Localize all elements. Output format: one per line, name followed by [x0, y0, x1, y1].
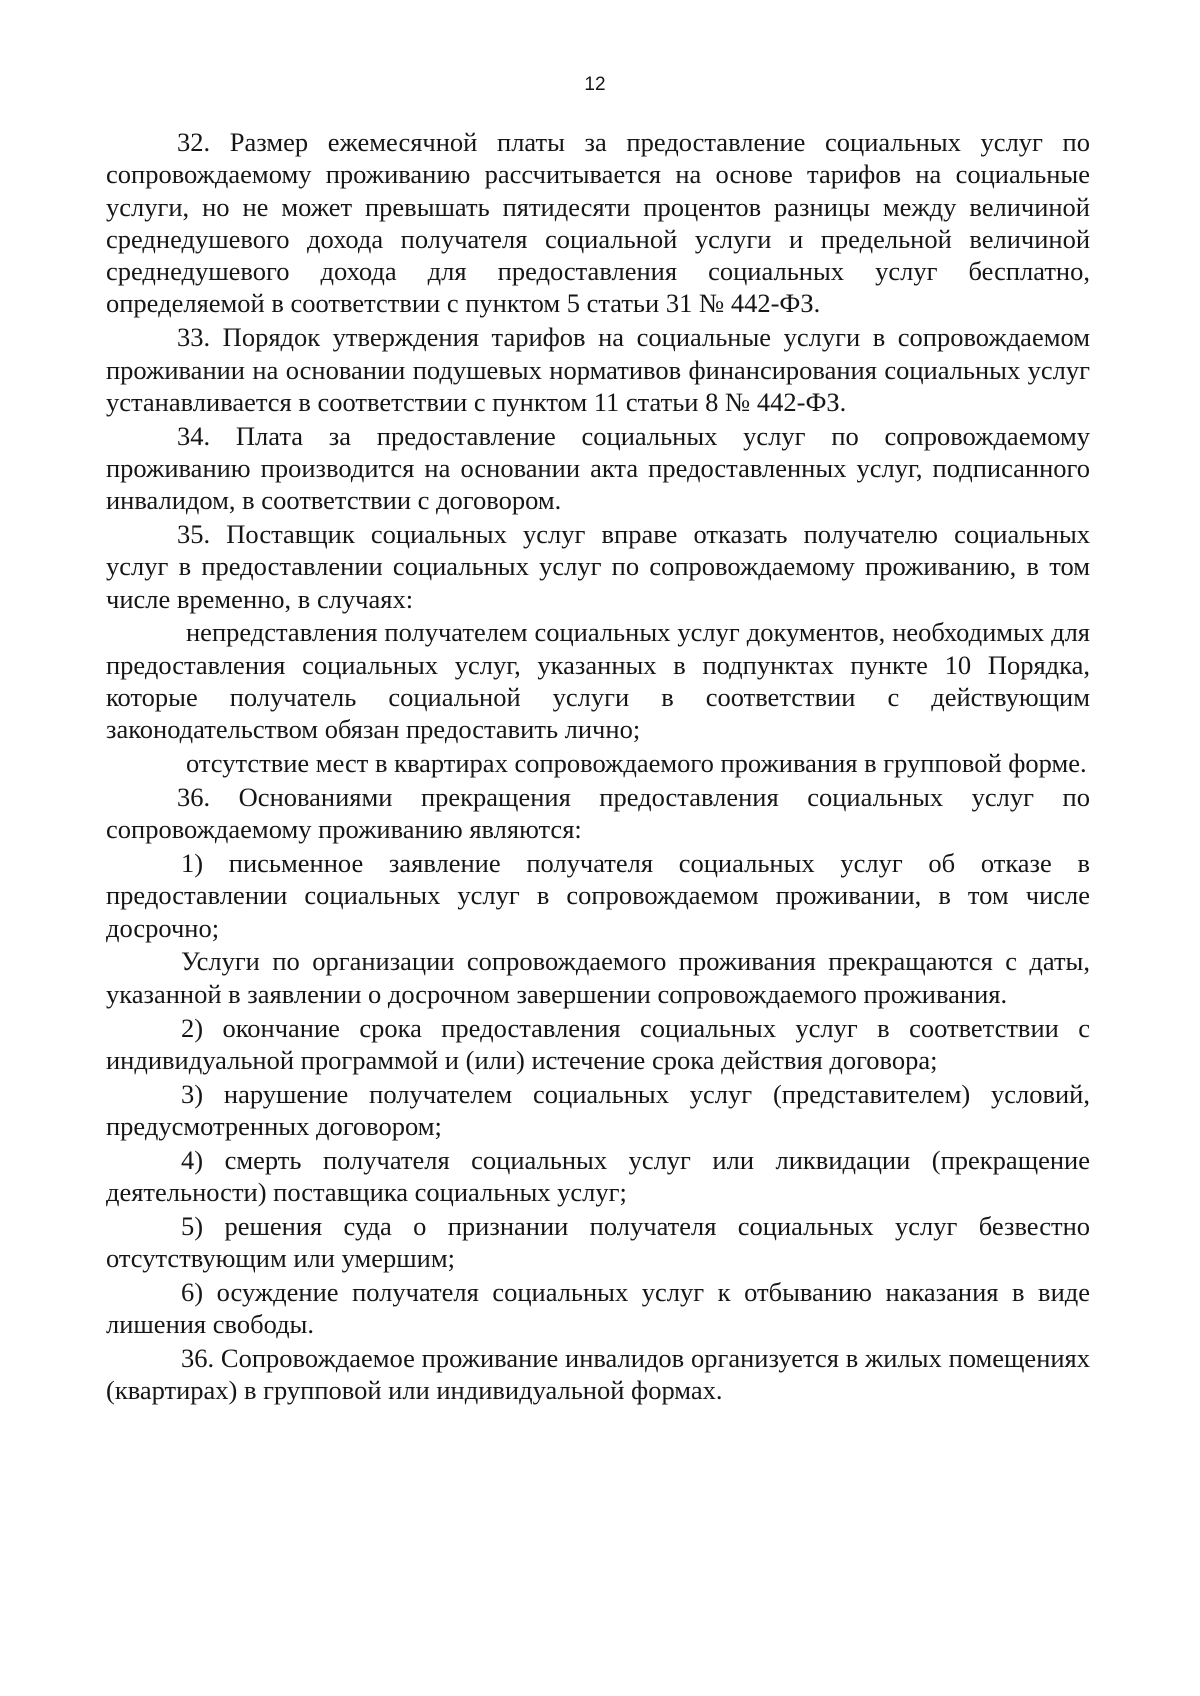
paragraph-34-payment: 34. Плата за предоставление социальных услуг по сопровождаемому проживанию производится на основании акта предоставленных услуг, подписанного инвалидом, в соответствии с договором.: [106, 420, 1090, 516]
document-body: [106, 126, 1090, 1408]
paragraph-33-tariff-approval: 33. Порядок утверждения тарифов на социальные услуги в сопровождаемом проживании на основании подушевых нормативов финансирования социальных услуг устанавливается в соответствии с пунктом 11 статьи 8 № 442-ФЗ.: [106, 322, 1090, 417]
termination-note: Услуги по организации сопровождаемого проживания прекращаются с даты, указанной в заявлении о досрочном завершении сопровождаемого проживания.: [106, 946, 1090, 1009]
paragraph-36-termination: 36. Основаниями прекращения предоставления социальных услуг по сопровождаемому проживанию являются:: [106, 781, 1090, 845]
paragraph-35-refusal: 35. Поставщик социальных услуг вправе отказать получателю социальных услуг в предоставлении социальных услуг по сопровождаемому проживанию, в том числе временно, в случаях:: [106, 519, 1090, 614]
termination-item-5: 5) решения суда о признании получателя социальных услуг безвестно отсутствующим или умершим;: [106, 1210, 1090, 1274]
termination-item-1: 1) письменное заявление получателя социальных услуг об отказе в предоставлении социальных услуг в сопровождаемом проживании, в том числе досрочно;: [106, 848, 1090, 943]
termination-item-3: 3) нарушение получателем социальных услуг (представителем) условий, предусмотренных договором;: [106, 1078, 1090, 1141]
page-number: 12: [584, 74, 606, 95]
paragraph-32-fee-size: 32. Размер ежемесячной платы за предоставление социальных услуг по сопровождаемому проживанию рассчитывается на основе тарифов на социальные услуги, но не может превышать пятидесяти процентов разницы между величиной среднедушевого дохода получателя социальной услуги и предельной величиной среднедушевого дохода для предоставления социальных услуг бесплатно, определяемой в соответствии с пунктом 5 статьи 31 № 442-ФЗ.: [106, 127, 1090, 319]
termination-item-6: 6) осуждение получателя социальных услуг к отбыванию наказания в виде лишения свободы.: [106, 1276, 1090, 1340]
refusal-case-documents: непредставления получателем социальных услуг документов, необходимых для предоставления социальных услуг, указанных в подпунктах пункте 10 Порядка, которые получатель социальной услуги в соответствии с действующим законодательством обязан предоставить лично;: [106, 617, 1090, 745]
refusal-case-no-places: отсутствие мест в квартирах сопровождаемого проживания в групповой форме.: [186, 748, 1087, 779]
termination-item-4: 4) смерть получателя социальных услуг или ликвидации (прекращение деятельности) поставщика социальных услуг;: [106, 1144, 1090, 1207]
paragraph-36-housing-forms: 36. Сопровождаемое проживание инвалидов организуется в жилых помещениях (квартирах) в групповой или индивидуальной формах.: [106, 1342, 1090, 1406]
termination-item-2: 2) окончание срока предоставления социальных услуг в соответствии с индивидуальной программой и (или) истечение срока действия договора;: [106, 1012, 1090, 1075]
